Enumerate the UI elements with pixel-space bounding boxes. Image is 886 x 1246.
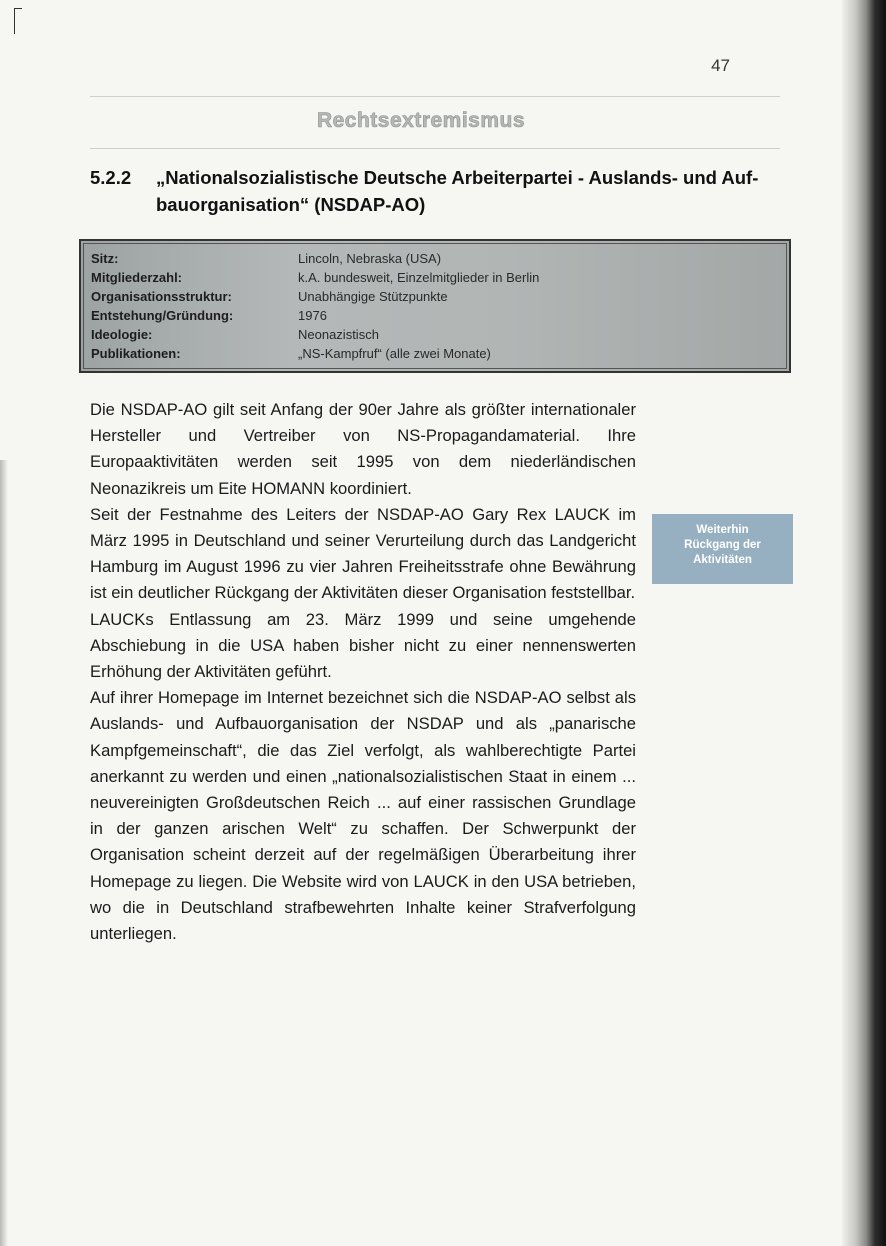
paragraph: Seit der Festnahme des Leiters der NSDAP-AO Gary Rex LAUCK im März 1995 in Deutschland und seiner Verurteilung durch das Landgericht Hamburg im August 1996 zu vier Jahren Freiheitsstrafe ohne Bewährung ist ein deutlicher Rückgang der Aktivitäten dieser Organisation feststellbar. <box>90 504 636 603</box>
crop-mark <box>14 8 15 34</box>
info-label: Entstehung/Gründung: <box>91 308 234 323</box>
info-label: Ideologie: <box>91 327 153 342</box>
book-spine-edge <box>842 0 886 1246</box>
info-label: Sitz: <box>91 251 119 266</box>
info-value: Neonazistisch <box>298 327 379 342</box>
paragraph: Auf ihrer Homepage im Internet bezeichnet sich die NSDAP-AO selbst als Auslands- und Aufbauorganisation der NSDAP und als „panarische Kampfgemeinschaft“, die das Ziel verfolgt, als wahlberechtigte Partei anerkannt zu werden und einen „nationalsozialistischen Staat in einem ... neuvereinigten Großdeutschen Reich ... auf einer rassischen Grundlage in der ganzen arischen Welt“ zu schaffen. Der Schwerpunkt der Organisation scheint derzeit auf der regelmäßigen Überarbeitung ihrer Homepage zu liegen. Die Website wird von LAUCK in den USA betrieben, wo die in Deutschland strafbewehrten Inhalte keiner Strafverfolgung unterliegen. <box>90 688 636 944</box>
info-box <box>79 239 791 373</box>
info-label: Organisationsstruktur: <box>91 289 232 304</box>
running-head: Rechtsextremismus <box>316 109 526 132</box>
crop-mark-horizontal <box>14 8 22 9</box>
margin-note-line1: Weiterhin <box>696 524 749 536</box>
section-number: 5.2.2 <box>90 167 132 188</box>
header-rule-top <box>90 96 780 97</box>
section-title-line1: „Nationalsozialistische Deutsche Arbeiterpartei - Auslands- und Auf- <box>156 167 759 188</box>
info-value: Lincoln, Nebraska (USA) <box>298 251 442 266</box>
body-text <box>90 397 636 947</box>
info-value: „NS-Kampfruf“ (alle zwei Monate) <box>298 346 491 361</box>
margin-note-line2: Rückgang der <box>684 539 761 551</box>
page-number: 47 <box>711 56 730 75</box>
info-label: Publikationen: <box>91 346 181 361</box>
section-title <box>90 164 790 218</box>
margin-note <box>652 514 793 584</box>
binding-shadow <box>0 460 8 1246</box>
header-rule-bottom <box>90 148 780 149</box>
paragraph: Die NSDAP-AO gilt seit Anfang der 90er Jahre als größter internationaler Hersteller und Vertreiber von NS-Propagandamaterial. Ihre Europaaktivitäten werden seit 1995 von dem niederländischen Neonazikreis um Eite HOMANN koordiniert. <box>90 400 636 498</box>
info-label: Mitgliederzahl: <box>91 270 183 285</box>
info-value: 1976 <box>298 308 327 323</box>
info-value: k.A. bundesweit, Einzelmitglieder in Berlin <box>298 270 540 285</box>
margin-note-line3: Aktivitäten <box>693 554 752 566</box>
paragraph: LAUCKs Entlassung am 23. März 1999 und seine umgehende Abschiebung in die USA haben bisher nicht zu einer nennenswerten Erhöhung der Aktivitäten geführt. <box>90 609 636 682</box>
info-value: Unabhängige Stützpunkte <box>298 289 448 304</box>
section-title-line2: bauorganisation“ (NSDAP-AO) <box>156 194 426 215</box>
